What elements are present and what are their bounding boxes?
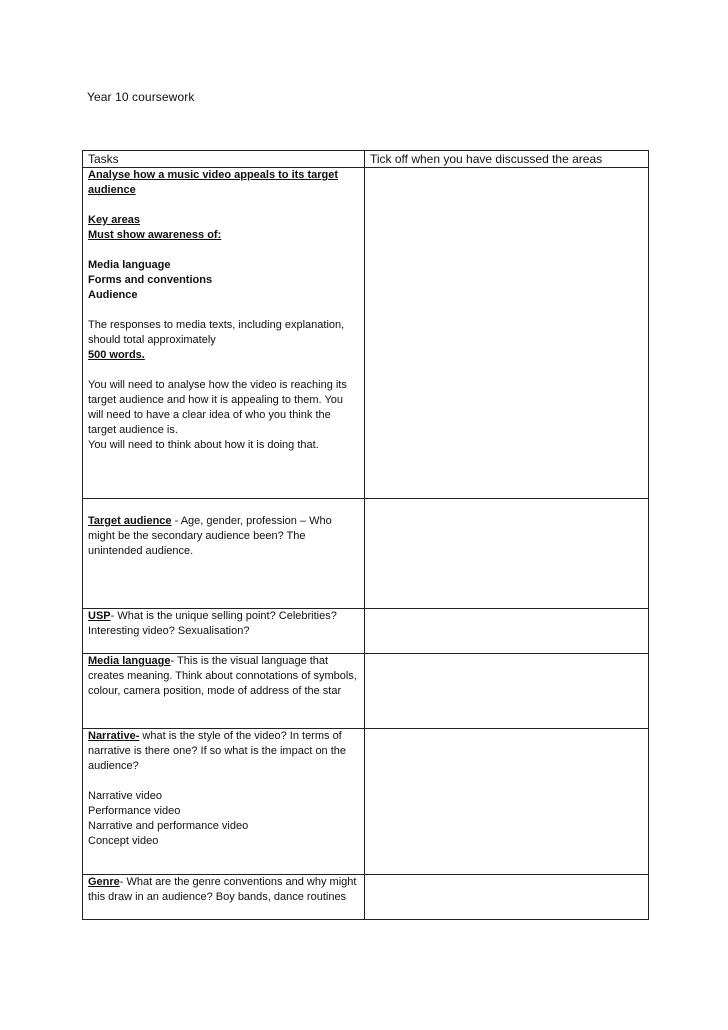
table-row-usp: [83, 609, 649, 654]
task-term: Narrative-: [88, 730, 140, 742]
tick-off-header: Tick off when you have discussed the areas: [365, 151, 649, 168]
tick-cell[interactable]: [365, 168, 649, 499]
task-cell: [83, 654, 365, 729]
task-description: - What is the unique selling point? Celebrities? Interesting video? Sexualisation?: [88, 610, 337, 637]
area-item: Audience: [88, 289, 138, 301]
coursework-table: [82, 150, 649, 920]
table-row-narrative: [83, 729, 649, 875]
task-cell: [83, 499, 365, 609]
area-item: Media language: [88, 259, 171, 271]
task-cell: [83, 875, 365, 920]
must-show-label: Must show awareness of:: [88, 229, 222, 241]
narrative-type: Narrative and performance video: [88, 820, 249, 832]
intro-heading: Analyse how a music video appeals to its target audience: [88, 169, 339, 196]
narrative-type: Narrative video: [88, 790, 162, 802]
key-areas-label: Key areas: [88, 214, 140, 226]
document-title: Year 10 coursework: [87, 90, 195, 104]
task-description: - What are the genre conventions and why might this draw in an audience? Boy bands, dance routines: [88, 876, 357, 903]
table-header-row: [83, 151, 649, 168]
task-term: Target audience: [88, 515, 172, 527]
tick-cell[interactable]: [365, 609, 649, 654]
task-term: Genre: [88, 876, 120, 888]
area-item: Forms and conventions: [88, 274, 213, 286]
tick-cell[interactable]: [365, 729, 649, 875]
task-term: USP: [88, 610, 111, 622]
table-row-genre: [83, 875, 649, 920]
task-cell: [83, 729, 365, 875]
intro-task-cell: [83, 168, 365, 499]
analyse-text-2: You will need to think about how it is doing that.: [88, 439, 319, 451]
analyse-text: You will need to analyse how the video is reaching its target audience and how it is appealing to them. You will need to have a clear idea of who you think the target audience is.: [88, 379, 347, 436]
task-description: - This is the visual language that creates meaning. Think about connotations of symbols, colour, camera position, mode of address of the star: [88, 655, 357, 697]
table-row-media-language: [83, 654, 649, 729]
narrative-type: Concept video: [88, 835, 159, 847]
task-term: Media language: [88, 655, 171, 667]
task-cell: [83, 609, 365, 654]
narrative-type: Performance video: [88, 805, 181, 817]
table-row-target-audience: [83, 499, 649, 609]
tick-cell[interactable]: [365, 875, 649, 920]
table-row-intro: [83, 168, 649, 499]
task-description: - Age, gender, profession – Who might be the secondary audience been? The unintended audience.: [88, 515, 332, 557]
tick-cell[interactable]: [365, 654, 649, 729]
word-count: 500 words.: [88, 349, 145, 361]
task-description: what is the style of the video? In terms of narrative is there one? If so what is the impact on the audience?: [88, 730, 347, 772]
tasks-header: Tasks: [83, 151, 365, 168]
responses-text: The responses to media texts, including explanation, should total approximately: [88, 319, 345, 346]
tick-cell[interactable]: [365, 499, 649, 609]
